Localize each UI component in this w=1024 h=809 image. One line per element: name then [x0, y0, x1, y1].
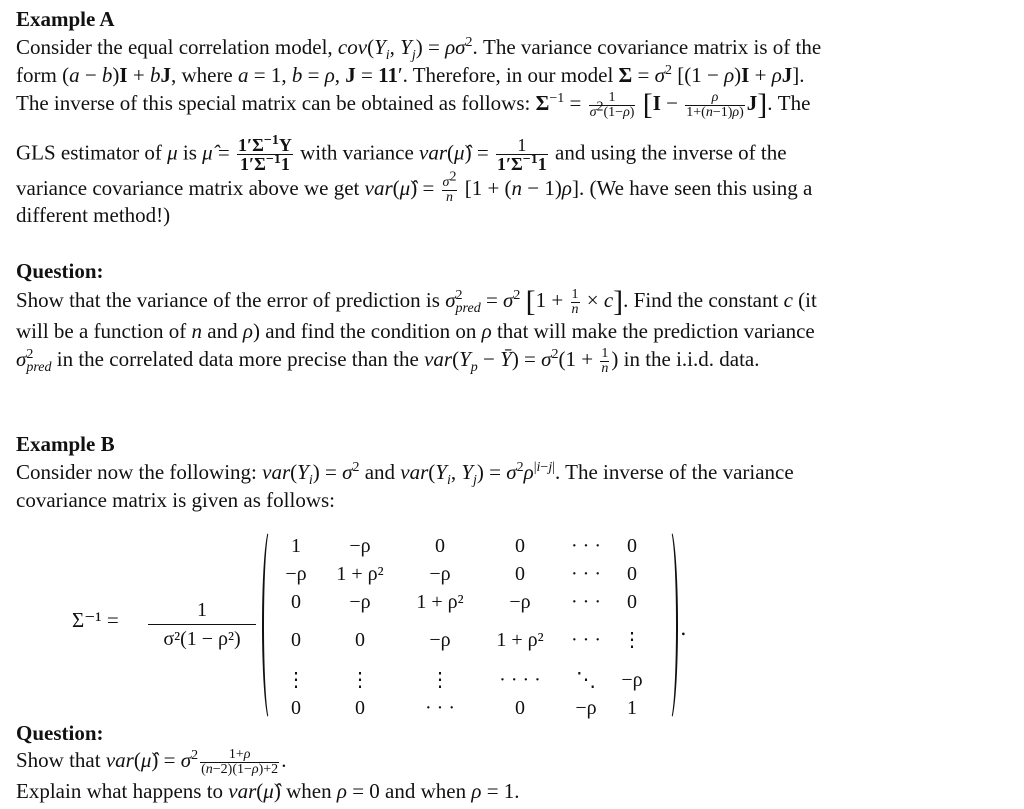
matrix-cell-r6-c3: · · ·	[425, 697, 455, 719]
question-b-line-2: Explain what happens to var(μ̂) when ρ = 0 and when ρ = 1.	[16, 779, 520, 803]
example-b-heading: Example B	[16, 432, 115, 456]
matrix-label: Σ⁻¹ =	[72, 608, 119, 632]
matrix-cell-r6-c4: 0	[515, 697, 525, 719]
right-paren	[662, 528, 678, 722]
matrix-cell-r3-c1: 0	[291, 591, 301, 613]
example-a-line-6: different method!)	[16, 203, 171, 227]
matrix-cell-r3-c3: 1 + ρ²	[416, 591, 464, 613]
matrix-cell-r2-c5: · · ·	[571, 563, 601, 585]
question-b-line-1: Show that var(μ̂) = $\sigma^2$ $\frac{1+\rho}{(n-2)(1-\rho)+2}$ .	[16, 746, 287, 777]
example-a-line-1: Consider the equal correlation model, $cov(Y_i$, $Y_j) = \rho\sigma^2$. The variance covariance matrix is of the	[16, 35, 822, 64]
question-a-line-3: $\sigma^2_{pred}$ in the correlated data more precise than the $var(Y_p$ − Ȳ) = $\sigma^2(1$ + $\frac{1}{n}$ ) in the i.i.d. data.	[16, 345, 760, 376]
matrix-cell-r6-c5: −ρ	[575, 697, 597, 719]
matrix-cell-r1-c3: 0	[435, 535, 445, 557]
matrix-cell-r1-c4: 0	[515, 535, 525, 557]
matrix-cell-r2-c1: −ρ	[285, 563, 307, 585]
example-a-line-4: GLS estimator of μ is μ̂ = $\frac{1'\Sigma^{-1}Y}{1'\Sigma^{-1}1}$ with variance var(μ̂) = $\frac{1}{1'\Sigma^{-1}1}$ and using the inverse of the	[16, 133, 787, 174]
matrix-cell-r5-c4: · · · ·	[499, 669, 541, 691]
matrix-cell-r4-c5: · · ·	[571, 629, 601, 651]
matrix-cell-r3-c6: 0	[627, 591, 637, 613]
matrix-cell-r5-c2: ⋮	[350, 669, 370, 691]
matrix-cell-r4-c3: −ρ	[429, 629, 451, 651]
matrix-cell-r4-c4: 1 + ρ²	[496, 629, 544, 651]
example-a-line-5: variance covariance matrix above we get var(μ̂) = $\frac{\sigma^2}{n}$ [1 + (n − 1)ρ]. (We have seen this using a	[16, 169, 813, 205]
matrix-frac-num: 1	[148, 596, 256, 625]
matrix-cell-r6-c1: 0	[291, 697, 301, 719]
matrix-cell-r2-c2: 1 + ρ²	[336, 563, 384, 585]
example-b-line-2: covariance matrix is given as follows:	[16, 488, 335, 512]
matrix-cell-r4-c6: ⋮	[622, 629, 642, 651]
matrix-cell-r4-c2: 0	[355, 629, 365, 651]
matrix-cell-r2-c4: 0	[515, 563, 525, 585]
matrix-cell-r3-c5: · · ·	[571, 591, 601, 613]
matrix-cell-r6-c6: 1	[627, 697, 637, 719]
matrix-cell-r2-c6: 0	[627, 563, 637, 585]
matrix-cell-r5-c3: ⋮	[430, 669, 450, 691]
question-a-line-1: Show that the variance of the error of prediction is $\sigma^2_{pred} = \sigma^2$ [1 + $\frac{1}{n}$ × c]. Find the constant c (it	[16, 285, 817, 319]
inverse-covariance-matrix	[72, 528, 712, 724]
matrix-cell-r5-c6: −ρ	[621, 669, 643, 691]
example-a-line-3: The inverse of this special matrix can be obtained as follows: $\Sigma^{-1}$ = $\frac{1}{\sigma^2(1-\rho)}$ [I − $\frac{\rho}{1+(n-1)\rho)}$ J]. The	[16, 88, 811, 122]
example-b-line-1: Consider now the following: $var(Y_i) = \sigma^2$ and $var(Y_i$, $Y_j) = \sigma^2\rho^{|i-j|}$. The inverse of the variance	[16, 460, 794, 489]
matrix-scalar-fraction	[148, 596, 256, 653]
matrix-cell-r5-c1: ⋮	[286, 669, 306, 691]
matrix-cell-r5-c5: ⋱	[576, 669, 596, 691]
matrix-frac-den: σ²(1 − ρ²)	[163, 628, 241, 650]
matrix-cell-r1-c5: · · ·	[571, 535, 601, 557]
matrix-end-period: .	[680, 616, 687, 640]
question-a-heading: Question:	[16, 259, 104, 283]
matrix-cell-r3-c4: −ρ	[509, 591, 531, 613]
question-b-heading: Question:	[16, 721, 104, 745]
matrix-cell-r1-c2: −ρ	[349, 535, 371, 557]
example-a-heading: Example A	[16, 7, 115, 31]
matrix-cell-r1-c1: 1	[291, 535, 301, 557]
matrix-cell-r4-c1: 0	[291, 629, 301, 651]
matrix-cell-r3-c2: −ρ	[349, 591, 371, 613]
matrix-cell-r6-c2: 0	[355, 697, 365, 719]
matrix-cell-r1-c6: 0	[627, 535, 637, 557]
example-a-line-2: form (a − b)I + bJ, where a = 1, b = ρ, J = 11′. Therefore, in our model $\Sigma = \sigma^2$ [(1 − ρ)I + ρJ].	[16, 63, 805, 87]
matrix-cell-r2-c3: −ρ	[429, 563, 451, 585]
question-a-line-2: will be a function of n and ρ) and find the condition on ρ that will make the prediction variance	[16, 319, 815, 343]
